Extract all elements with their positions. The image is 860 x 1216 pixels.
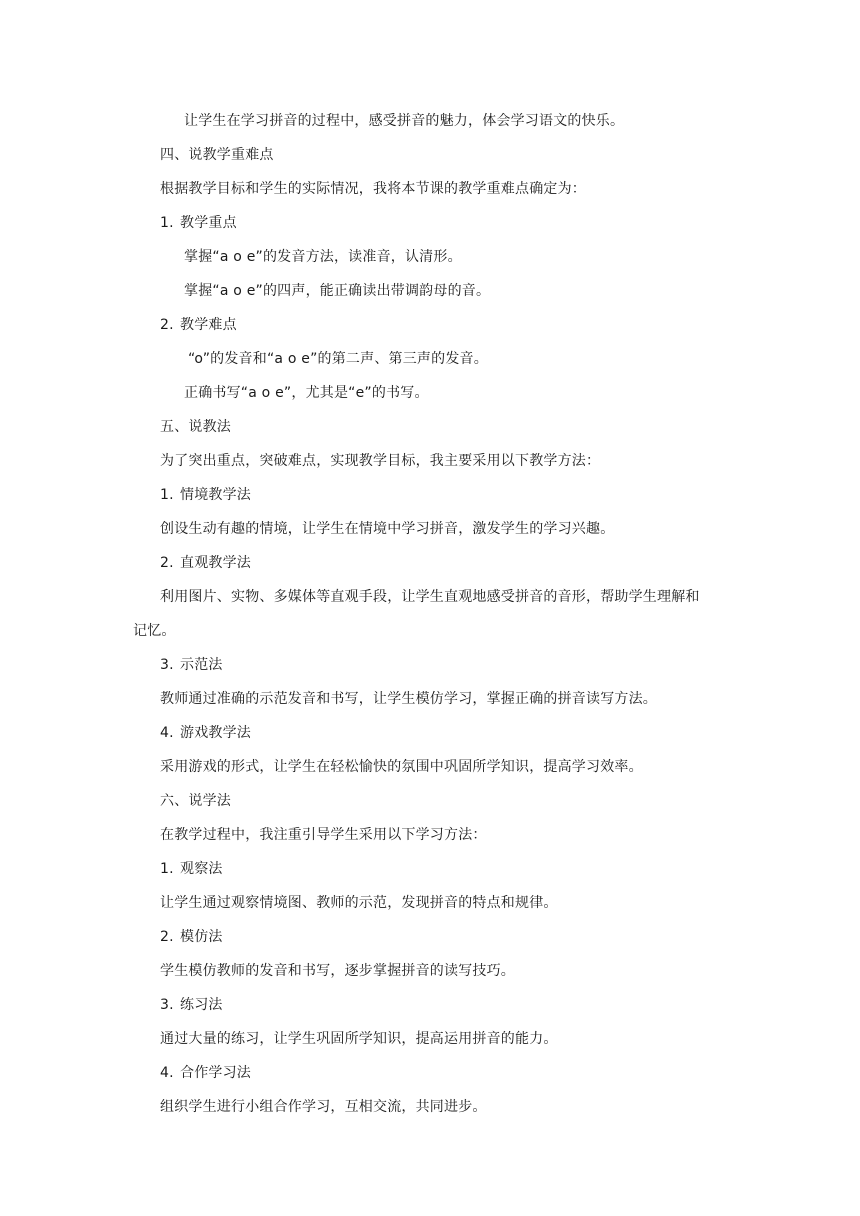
paragraph: 让学生通过观察情境图、教师的示范，发现拼音的特点和规律。 [160,895,558,911]
paragraph: 学生模仿教师的发音和书写，逐步掌握拼音的读写技巧。 [160,963,515,979]
item-label: 练习法 [180,997,223,1013]
section-heading: 六、说学法 [160,793,231,809]
item-number: 4. [160,725,174,741]
numbered-item [160,315,237,335]
numbered-item [160,859,223,879]
paragraph: 让学生在学习拼音的过程中，感受拼音的魅力，体会学习语文的快乐。 [184,113,625,129]
item-label: 教学难点 [180,317,237,333]
item-label: 合作学习法 [180,1065,251,1081]
paragraph: 创设生动有趣的情境，让学生在情境中学习拼音，激发学生的学习兴趣。 [160,521,615,537]
paragraph: 组织学生进行小组合作学习，互相交流，共同进步。 [160,1099,487,1115]
numbered-item [160,995,223,1015]
paragraph: 采用游戏的形式，让学生在轻松愉快的氛围中巩固所学知识，提高学习效率。 [160,759,643,775]
paragraph: 通过大量的练习，让学生巩固所学知识，提高运用拼音的能力。 [160,1031,558,1047]
item-number: 2. [160,317,174,333]
paragraph: 为了突出重点，突破难点，实现教学目标，我主要采用以下教学方法： [160,453,601,469]
item-label: 示范法 [180,657,223,673]
paragraph: 教师通过准确的示范发音和书写，让学生模仿学习，掌握正确的拼音读写方法。 [160,691,657,707]
numbered-item [160,723,251,743]
numbered-item [160,1063,251,1083]
item-number: 1. [160,487,174,503]
item-number: 3. [160,657,174,673]
item-label: 直观教学法 [180,555,251,571]
item-label: 教学重点 [180,215,237,231]
numbered-item [160,553,251,573]
paragraph: 根据教学目标和学生的实际情况，我将本节课的教学重难点确定为： [160,181,586,197]
paragraph: “o”的发音和“a o e”的第二声、第三声的发音。 [188,351,488,367]
numbered-item [160,485,251,505]
numbered-item [160,213,237,233]
item-number: 4. [160,1065,174,1081]
item-label: 模仿法 [180,929,223,945]
item-label: 游戏教学法 [180,725,251,741]
item-label: 情境教学法 [180,487,251,503]
paragraph: 掌握“a o e”的四声，能正确读出带调韵母的音。 [184,283,491,299]
paragraph-continuation: 记忆。 [133,623,176,639]
item-number: 1. [160,215,174,231]
paragraph: 正确书写“a o e”，尤其是“e”的书写。 [184,385,429,401]
numbered-item [160,655,223,675]
item-number: 2. [160,929,174,945]
paragraph: 利用图片、实物、多媒体等直观手段，让学生直观地感受拼音的音形，帮助学生理解和 [160,589,700,605]
item-label: 观察法 [180,861,223,877]
item-number: 2. [160,555,174,571]
item-number: 1. [160,861,174,877]
item-number: 3. [160,997,174,1013]
section-heading: 五、说教法 [160,419,231,435]
section-heading: 四、说教学重难点 [160,147,274,163]
paragraph: 掌握“a o e”的发音方法，读准音，认清形。 [184,249,462,265]
paragraph: 在教学过程中，我注重引导学生采用以下学习方法： [160,827,487,843]
numbered-item [160,927,223,947]
